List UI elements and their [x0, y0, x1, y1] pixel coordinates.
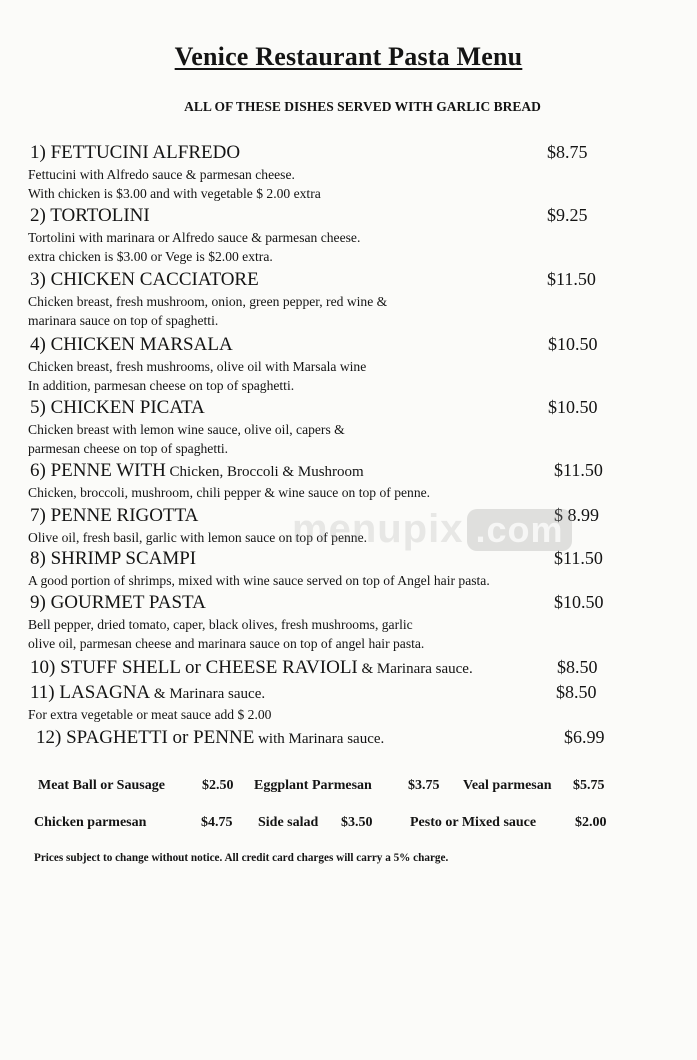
watermark-logo: menupix .com — [292, 507, 572, 552]
menu-title: Venice Restaurant Pasta Menu — [174, 42, 523, 71]
item-price: $6.99 — [564, 727, 605, 747]
item-price: $10.50 — [548, 334, 598, 354]
menu-item — [26, 591, 626, 653]
item-name: 7) PENNE RIGOTTA — [30, 505, 199, 526]
item-name: 4) CHICKEN MARSALA — [30, 334, 233, 355]
item-description: parmesan cheese on top of spaghetti. — [28, 441, 229, 456]
extra-label: Veal parmesan — [463, 778, 552, 793]
extra-price: $4.75 — [201, 815, 233, 830]
item-name: 2) TORTOLINI — [30, 205, 150, 226]
item-description: marinara sauce on top of spaghetti. — [28, 313, 219, 328]
extra-label: Meat Ball or Sausage — [38, 778, 165, 793]
item-name: 1) FETTUCINI ALFREDO — [30, 142, 241, 163]
menu-item — [26, 681, 626, 724]
item-price: $8.50 — [557, 657, 598, 677]
item-description: With chicken is $3.00 and with vegetable $ 2.00 extra — [28, 186, 321, 201]
item-description: Chicken breast, fresh mushroom, onion, green pepper, red wine & — [28, 294, 388, 309]
item-price: $8.75 — [547, 142, 588, 162]
item-name: 9) GOURMET PASTA — [30, 592, 206, 613]
item-description: extra chicken is $3.00 or Vege is $2.00 extra. — [28, 249, 273, 264]
menu-item — [26, 459, 626, 502]
menu-item — [26, 268, 626, 330]
menu-item — [26, 396, 626, 458]
item-name: 10) STUFF SHELL or CHEESE RAVIOLI & Marinara sauce. — [30, 657, 473, 678]
item-price: $11.50 — [547, 269, 596, 289]
item-name: 8) SHRIMP SCAMPI — [30, 548, 197, 569]
item-price: $11.50 — [554, 548, 603, 568]
extra-price: $5.75 — [573, 778, 605, 793]
item-name: 11) LASAGNA & Marinara sauce. — [30, 682, 266, 703]
item-name: 6) PENNE WITH Chicken, Broccoli & Mushroom — [30, 460, 364, 481]
footer-note: Prices subject to change without notice. All credit card charges will carry a 5% charge. — [34, 852, 449, 864]
menu-item — [26, 333, 626, 395]
extra-label: Eggplant Parmesan — [254, 778, 372, 793]
menu-item — [26, 726, 626, 750]
extra-price: $3.75 — [408, 778, 440, 793]
item-price: $8.50 — [556, 682, 597, 702]
item-description: For extra vegetable or meat sauce add $ 2.00 — [28, 707, 272, 722]
menu-subtitle: ALL OF THESE DISHES SERVED WITH GARLIC BREAD — [184, 99, 541, 114]
extra-label: Chicken parmesan — [34, 815, 147, 830]
menu-item — [26, 204, 626, 266]
item-description: Olive oil, fresh basil, garlic with lemon sauce on top of penne. — [28, 530, 368, 545]
item-description: Fettucini with Alfredo sauce & parmesan cheese. — [28, 167, 295, 182]
extra-price: $2.50 — [202, 778, 234, 793]
item-description: Tortolini with marinara or Alfredo sauce & parmesan cheese. — [28, 230, 361, 245]
menu-item — [26, 504, 626, 547]
item-name: 5) CHICKEN PICATA — [30, 397, 205, 418]
item-description: Chicken breast with lemon wine sauce, olive oil, capers & — [28, 422, 345, 437]
item-description: Chicken, broccoli, mushroom, chili pepper & wine sauce on top of penne. — [28, 485, 431, 500]
item-name: 3) CHICKEN CACCIATORE — [30, 269, 259, 290]
extra-label: Pesto or Mixed sauce — [410, 815, 537, 830]
item-description: A good portion of shrimps, mixed with wine sauce served on top of Angel hair pasta. — [28, 573, 490, 588]
item-description: Chicken breast, fresh mushrooms, olive oil with Marsala wine — [28, 359, 367, 374]
item-name: 12) SPAGHETTI or PENNE with Marinara sauce. — [36, 727, 385, 748]
extra-price: $2.00 — [575, 815, 607, 830]
menu-item — [26, 547, 626, 590]
item-price: $9.25 — [547, 205, 588, 225]
item-description: In addition, parmesan cheese on top of spaghetti. — [28, 378, 295, 393]
item-price: $10.50 — [554, 592, 604, 612]
item-description: Bell pepper, dried tomato, caper, black olives, fresh mushrooms, garlic — [28, 617, 413, 632]
item-description: olive oil, parmesan cheese and marinara sauce on top of angel hair pasta. — [28, 636, 425, 651]
item-price: $11.50 — [554, 460, 603, 480]
extra-label: Side salad — [258, 815, 319, 830]
menu-item — [26, 656, 626, 680]
menu-item — [26, 141, 626, 203]
extra-price: $3.50 — [341, 815, 373, 830]
item-price: $10.50 — [548, 397, 598, 417]
item-price: $ 8.99 — [554, 505, 599, 525]
